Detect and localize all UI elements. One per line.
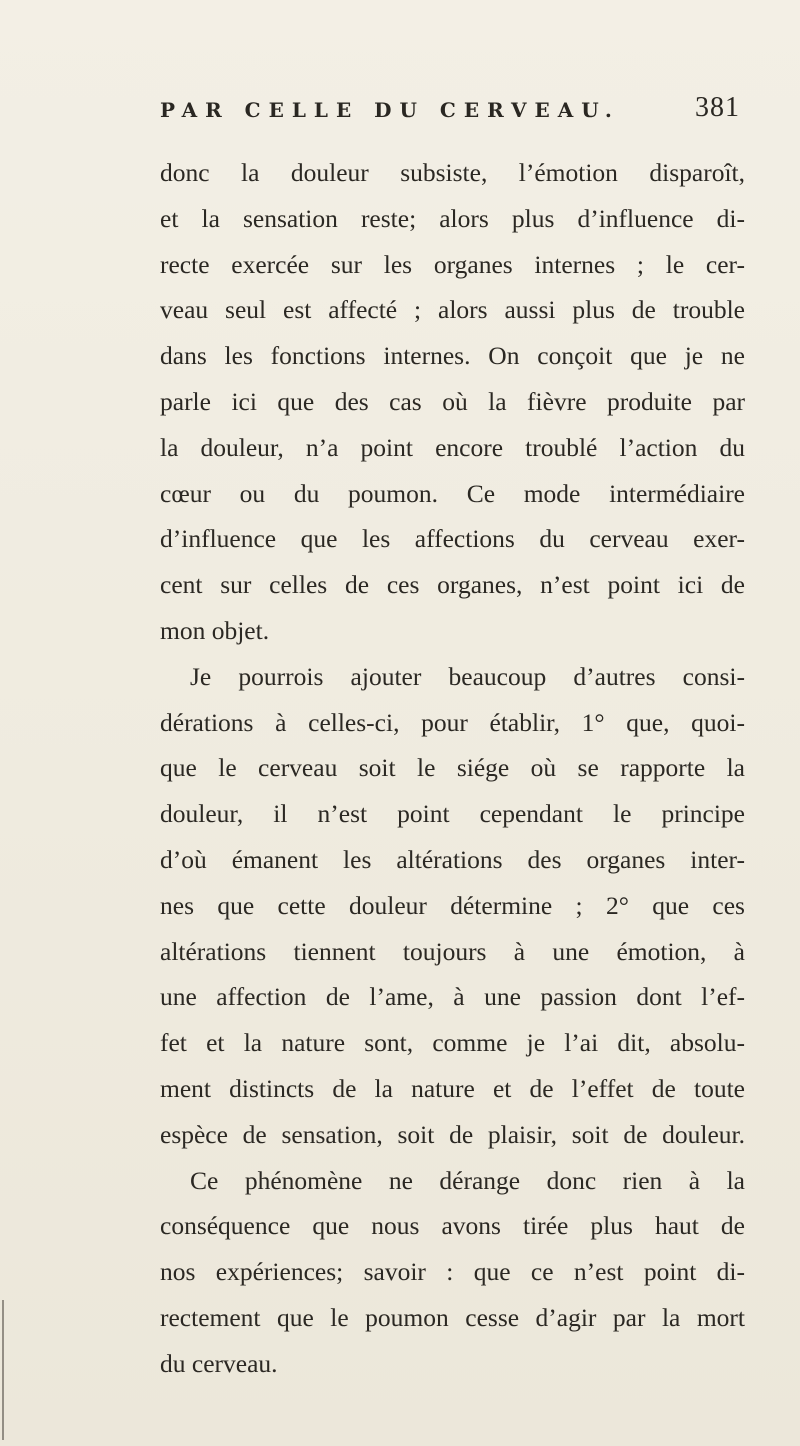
text-line: d’où émanent les altérations des organes inter- (160, 844, 745, 874)
text-line: cœur ou du poumon. Ce mode intermédiaire (160, 478, 745, 508)
text-line: Je pourrois ajouter beaucoup d’autres consi- (190, 661, 745, 691)
text-line: douleur, il n’est point cependant le principe (160, 799, 745, 829)
text-line: que le cerveau soit le siége où se rapporte la (160, 753, 745, 783)
page-edge-mark (2, 1300, 4, 1440)
page-number: 381 (695, 92, 740, 123)
text-line: dérations à celles-ci, pour établir, 1° que, quoi- (160, 707, 745, 737)
text-line: la douleur, n’a point encore troublé l’action du (160, 432, 745, 462)
text-line: espèce de sensation, soit de plaisir, soit de douleur. (160, 1119, 745, 1149)
text-line: altérations tiennent toujours à une émotion, à (160, 936, 745, 966)
text-line: du cerveau. (160, 1348, 278, 1378)
text-line: mon objet. (160, 615, 270, 645)
text-line: Ce phénomène ne dérange donc rien à la (190, 1165, 745, 1195)
text-line: une affection de l’ame, à une passion dont l’ef- (160, 982, 745, 1012)
text-line: donc la douleur subsiste, l’émotion disparoît, (160, 158, 745, 187)
text-line: et la sensation reste; alors plus d’influence di- (160, 203, 745, 233)
running-title: PAR CELLE DU CERVEAU. (160, 98, 620, 122)
text-line: veau seul est affecté ; alors aussi plus de trouble (160, 295, 745, 325)
text-line: conséquence que nous avons tirée plus haut de (160, 1211, 745, 1241)
running-head (160, 92, 740, 134)
text-line: fet et la nature sont, comme je l’ai dit, absolu- (160, 1028, 745, 1058)
text-line: cent sur celles de ces organes, n’est point ici de (160, 570, 745, 600)
text-line: rectement que le poumon cesse d’agir par la mort (160, 1302, 745, 1332)
text-line: recte exercée sur les organes internes ; le cer- (160, 249, 745, 279)
text-line: dans les fonctions internes. On conçoit que je ne (160, 341, 745, 371)
text-line: parle ici que des cas où la fièvre produite par (160, 386, 745, 416)
text-line: nos expériences; savoir : que ce n’est point di- (160, 1257, 745, 1287)
body-text (160, 150, 745, 1387)
text-line: ment distincts de la nature et de l’effet de toute (160, 1073, 745, 1103)
text-line: nes que cette douleur détermine ; 2° que ces (160, 890, 745, 920)
text-line: d’influence que les affections du cerveau exer- (160, 524, 745, 554)
